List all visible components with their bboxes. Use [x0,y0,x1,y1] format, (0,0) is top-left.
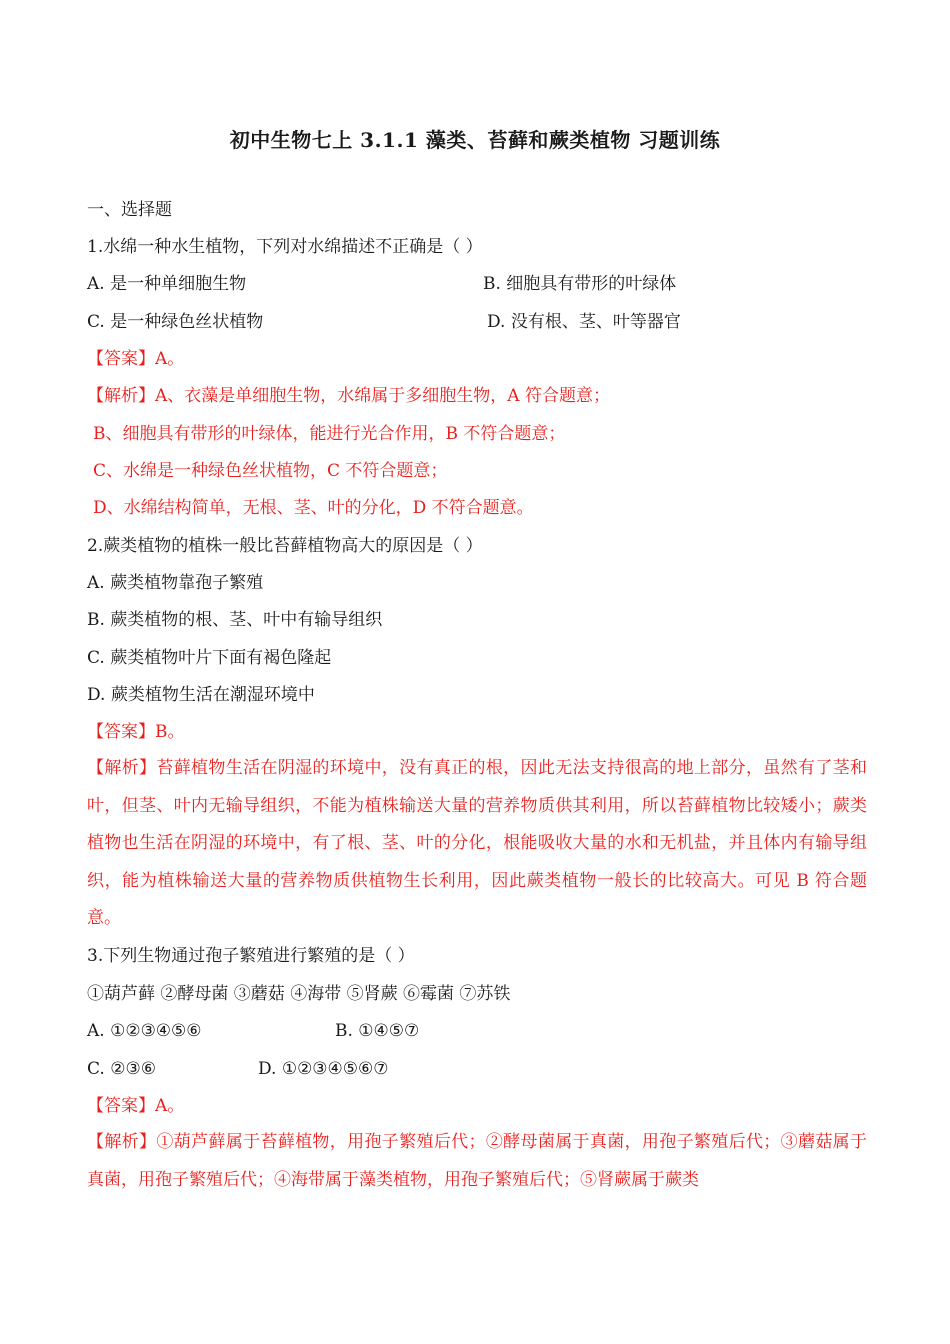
q2-option-b: B. 蕨类植物的根、茎、叶中有输导组织 [87,610,383,630]
q2-answer: 【答案】B。 [87,722,185,742]
q1-analysis-line: D、水绵结构简单，无根、茎、叶的分化，D 不符合题意。 [93,498,534,518]
q1-option-c: C. 是一种绿色丝状植物 [87,312,264,332]
section-heading: 一、选择题 [87,200,172,220]
q2-option-d: D. 蕨类植物生活在潮湿环境中 [87,685,315,705]
q1-analysis-line: 【解析】A、衣藻是单细胞生物，水绵属于多细胞生物，A 符合题意； [87,386,610,406]
q1-option-d: D. 没有根、茎、叶等器官 [487,312,681,332]
q2-stem: 2.蕨类植物的植株一般比苔藓植物高大的原因是（ ） [87,536,483,556]
page-title: 初中生物七上 3.1.1 藻类、苔藓和蕨类植物 习题训练 [229,128,721,152]
q3-answer: 【答案】A。 [87,1096,185,1116]
q1-analysis-line: C、水绵是一种绿色丝状植物，C 不符合题意； [93,461,448,481]
q1-option-b: B. 细胞具有带形的叶绿体 [483,274,677,294]
q3-option-b: B. ①④⑤⑦ [335,1021,420,1041]
q2-analysis: 【解析】苔藓植物生活在阴湿的环境中，没有真正的根，因此无法支持很高的地上部分，虽然有了茎和叶，但茎、叶内无输导组织，不能为植株输送大量的营养物质供其利用，所以苔藓植物比较矮小；蕨类植物也生活在阴湿的环境中，有了根、茎、叶的分化，根能吸收大量的水和无机盐，并且体内有输导组织，能为植株输送大量的营养物质供植物生长利用，因此蕨类植物一般长的比较高大。可见 B 符合题意。 [87,758,867,929]
q3-option-c: C. ②③⑥ [87,1059,156,1079]
q1-stem: 1.水绵一种水生植物，下列对水绵描述不正确是（ ） [87,237,483,257]
q1-analysis-line: B、细胞具有带形的叶绿体，能进行光合作用，B 不符合题意； [93,424,566,444]
q2-option-c: C. 蕨类植物叶片下面有褐色隆起 [87,648,332,668]
q1-answer: 【答案】A。 [87,349,185,369]
q3-option-d: D. ①②③④⑤⑥⑦ [258,1059,389,1079]
q3-stem: 3.下列生物通过孢子繁殖进行繁殖的是（ ） [87,946,415,966]
q3-option-a: A. ①②③④⑤⑥ [87,1021,202,1041]
q1-option-a: A. 是一种单细胞生物 [87,274,247,294]
q2-option-a: A. 蕨类植物靠孢子繁殖 [87,573,264,593]
q3-analysis: 【解析】①葫芦藓属于苔藓植物，用孢子繁殖后代；②酵母菌属于真菌，用孢子繁殖后代；③蘑菇属于真菌，用孢子繁殖后代；④海带属于藻类植物，用孢子繁殖后代；⑤肾蕨属于蕨类 [87,1132,867,1190]
q3-items: ①葫芦藓 ②酵母菌 ③蘑菇 ④海带 ⑤肾蕨 ⑥霉菌 ⑦苏铁 [87,984,511,1004]
